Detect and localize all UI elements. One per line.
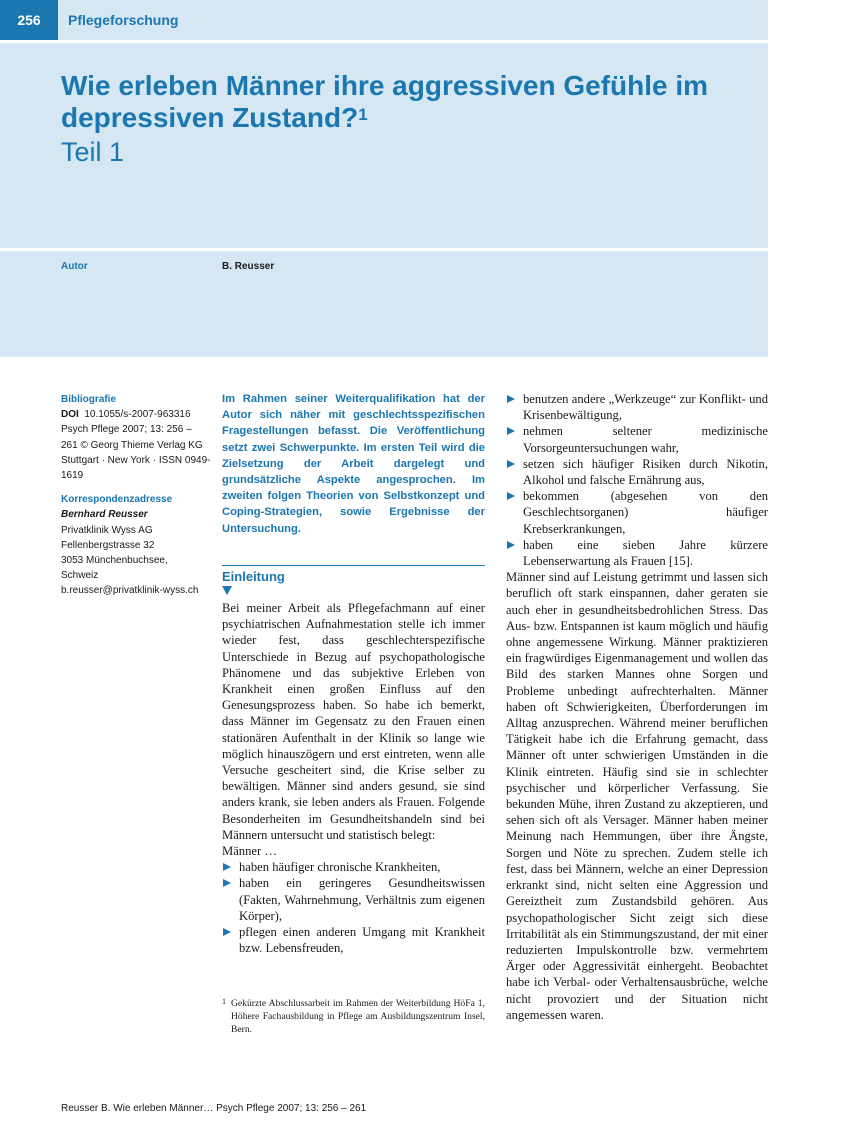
bullet-arrow-icon — [223, 879, 231, 887]
page-number: 256 — [0, 0, 58, 40]
bibliography-label: Bibliografie — [61, 394, 117, 405]
page-footer: Reusser B. Wie erleben Männer… Psych Pflege 2007; 13: 256 – 261 — [61, 1103, 367, 1114]
heading-arrow-icon — [222, 586, 232, 595]
article-part: Teil 1 — [61, 137, 125, 167]
list-item: benutzen andere „Werkzeuge“ zur Konflikt- und Krisenbewältigung, — [506, 391, 768, 423]
header-band — [0, 0, 768, 357]
body-column-2 — [506, 391, 768, 1023]
email-link[interactable]: b.reusser@privatklinik-wyss.ch — [61, 585, 199, 597]
bullet-list-col2 — [506, 391, 768, 569]
intro-paragraph: Bei meiner Arbeit als Pflegefachmann auf einer psychiatrischen Aufnahmestation stelle ich immer wieder fest, dass geschlechterspezifische Unterschiede in Bezug auf psychopathologische Phänomene und das subjektive Erleben von Krankheit einen großen Einfluss auf den Genesungsprozess haben. So habe ich bemerkt, dass Männer im Gegensatz zu den Frauen einen stationären Aufenthalt in der Klinik so lange wie möglich hinauszögern und erst eintreten, wenn alle Versuche gescheitert sind, die Krise selber zu bewältigen. Männer sind anders gesund, sie sind anders krank, sie leben anders als Frauen. Folgende Besonderheiten im Gesundheitshandeln sind bei Männern untersucht und statistisch belegt: — [222, 601, 485, 842]
footnote-text: Gekürzte Abschlussarbeit im Rahmen der Weiterbildung HöFa 1, Höhere Fachausbildung in Pflege am Ausbildungszentrum Insel, Bern. — [231, 998, 485, 1036]
bullet-arrow-icon — [507, 541, 515, 549]
title-divider — [0, 248, 768, 251]
doi-label: DOI — [61, 409, 79, 421]
citation: Psych Pflege 2007; 13: 256 – 261 © Georg Thieme Verlag KG Stuttgart · New York · ISSN 0949-1619 — [61, 424, 211, 482]
bullet-arrow-icon — [507, 395, 515, 403]
bullet-arrow-icon — [507, 427, 515, 435]
bullet-arrow-icon — [223, 928, 231, 936]
title-footnote-marker: 1 — [358, 105, 368, 124]
sidebar-metadata — [61, 392, 211, 599]
bullet-arrow-icon — [223, 863, 231, 871]
list-lead: Männer … — [222, 844, 277, 859]
footnote-marker: 1 — [222, 997, 226, 1006]
bullet-arrow-icon — [507, 460, 515, 468]
list-item: haben häufiger chronische Krankheiten, — [222, 859, 485, 875]
address-line: Schweiz — [61, 570, 99, 582]
doi-value[interactable]: 10.1055/s-2007-963316 — [84, 409, 191, 421]
abstract-divider — [222, 565, 485, 566]
body-paragraph: Männer sind auf Leistung getrimmt und lassen sich beruflich oft stark einspannen, daher geraten sie auch eher in gesundheitsbedrohlichen Stress. Das Aus- bzw. Entspannen ist kaum möglich und häufig ohne angemessene Wirkung. Männer praktizieren ein fragwürdiges Eigenmanagement und wollen das Bild des starken Mannes ohne Sorgen und Probleme unbedingt aufrechterhalten. Männer haben oft Schwierigkeiten, Überforderungen im Alltag anzusprechen. Während meiner beruflichen Tätigkeit habe ich die Erfahrung gemacht, dass Männer oft unter schwierigen Umständen in die Klinik eintreten. Häufig sind sie in schlechter psychischer und körperlicher Verfassung. Sie bekunden Mühe, ihren Zustand zu akzeptieren, und sehen sich oft als Versager. Männer haben meiner Meinung nach Hemmungen, über ihre Ängste, Sorgen und Nöte zu sprechen. Zudem stelle ich fest, dass bei Männern, welche an einer Depression erkrankt sind, nicht selten eine Aggression und Gereiztheit zum Zustandsbild gehören. Aus psychopathologischer Sicht zeigt sich diese Irritabilität als ein Stimmungszustand, der mit einer reduzierten Impulskontrolle bzw. vermehrtem Ärger oder Aggressivität einhergeht. Beobachtet habe ich Verbal- oder Verhaltensausbrüche, welche nicht provoziert und der Situation nicht angemessen waren. — [506, 570, 768, 1022]
address-line: Privatklinik Wyss AG — [61, 524, 153, 536]
bullet-arrow-icon — [507, 492, 515, 500]
bullet-list-col1 — [222, 859, 485, 956]
author-label: Autor — [61, 261, 88, 272]
author-name: B. Reusser — [222, 261, 275, 272]
article-title — [61, 70, 751, 134]
list-item: haben ein geringeres Gesundheitswissen (Fakten, Wahrnehmung, Verhältnis zum eigenen Körper), — [222, 875, 485, 924]
list-item: haben eine sieben Jahre kürzere Lebenserwartung als Frauen [15]. — [506, 537, 768, 569]
section-heading-einleitung: Einleitung — [222, 569, 285, 584]
body-column-1 — [222, 600, 485, 956]
abstract: Im Rahmen seiner Weiterqualifikation hat der Autor sich näher mit geschlechtsspezifischen Fragestellungen befasst. Die Veröffentlichung setzt zwei Schwerpunkte. Im ersten Teil wird die Zielsetzung der Arbeit dargelegt und grundsätzliche Aspekte angesprochen. Im zweiten folgen Theorien von Selbstkonzept und Coping-Strategien, sowie Ergebnisse der Untersuchung. — [222, 393, 485, 535]
address-line: Fellenbergstrasse 32 — [61, 539, 155, 551]
list-item: pflegen einen anderen Umgang mit Krankheit bzw. Lebensfreuden, — [222, 924, 485, 956]
list-item: bekommen (abgesehen von den Geschlechtsorganen) häufiger Krebserkrankungen, — [506, 488, 768, 537]
list-item: setzen sich häufiger Risiken durch Nikotin, Alkohol und falsche Ernährung aus, — [506, 456, 768, 488]
article-title-text: Wie erleben Männer ihre aggressiven Gefühle im depressiven Zustand? — [61, 70, 709, 133]
doi-line — [61, 407, 211, 422]
list-item: nehmen seltener medizinische Vorsorgeuntersuchungen wahr, — [506, 423, 768, 455]
contact-name: Bernhard Reusser — [61, 509, 148, 521]
address-line: 3053 Münchenbuchsee, — [61, 555, 168, 567]
header-divider — [0, 40, 768, 43]
footnote — [222, 997, 485, 1037]
contact-label: Korrespondenzadresse — [61, 494, 173, 506]
section-label: Pflegeforschung — [68, 12, 179, 28]
